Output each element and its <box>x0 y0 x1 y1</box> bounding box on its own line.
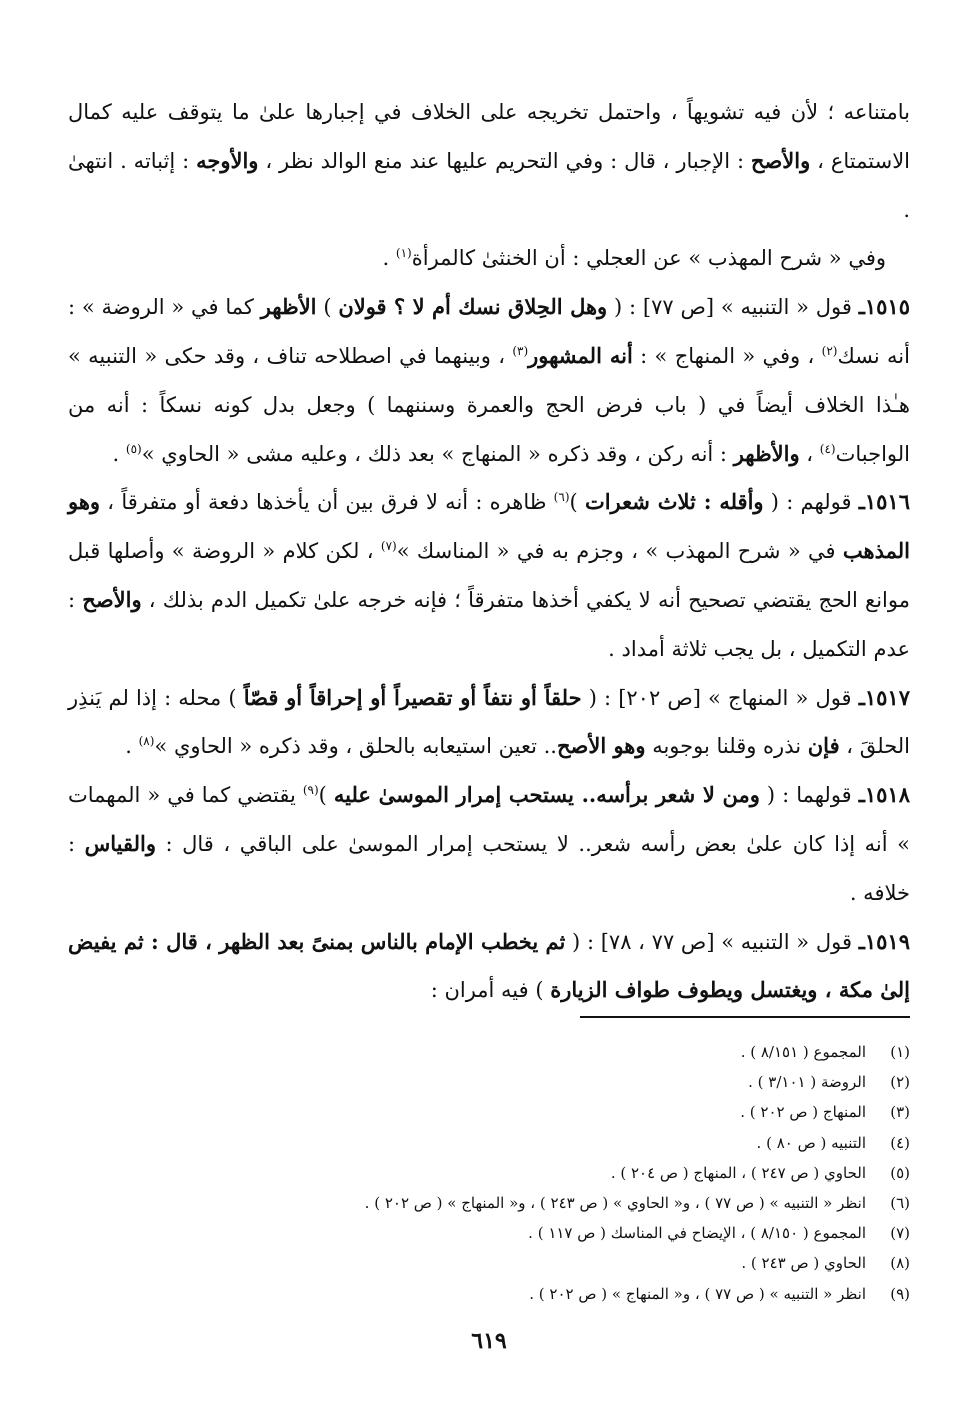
text-run: : إثباته . انتهىٰ . <box>68 148 910 222</box>
text-run: ) محله : إذا لم يَنذِر الحلقَ ، <box>68 685 910 759</box>
footnote-item <box>68 1279 910 1309</box>
footnote-item <box>68 1248 910 1278</box>
footnote-number: (٨) <box>890 1254 910 1273</box>
footnotes <box>68 1037 910 1309</box>
bold-quote: فإن <box>807 733 840 759</box>
paragraph-number: ١٥١٧ـ <box>858 684 910 710</box>
numbered-paragraph <box>68 478 910 673</box>
bold-quote: حلقاً أو نتفاً أو تقصيراً أو إحراقاً أو قصّاً <box>243 684 582 710</box>
footnote-ref: (٤) <box>819 441 836 456</box>
bold-quote: والأصح <box>82 586 142 612</box>
text-run: . <box>125 734 139 759</box>
paragraph <box>68 88 910 234</box>
text-run: ، وفي « المنهاج » : <box>632 343 822 368</box>
footnote-text: المنهاج ( ص ٢٠٢ ) . <box>740 1103 866 1122</box>
text-run: : الإجبار ، قال : وفي التحريم عليها عند منع الوالد نظر ، <box>258 148 751 173</box>
footnote-item <box>68 1158 910 1188</box>
text-run: نذره وقلنا بوجوبه <box>645 734 808 759</box>
text-run: .. تعين استيعابه بالحلق ، وقد ذكره « الحاوي » <box>154 734 557 759</box>
footnote-number: (٥) <box>890 1163 910 1182</box>
text-run: قولهم : ( <box>763 490 859 515</box>
footnote-ref: (٣) <box>512 343 529 358</box>
text-run: : خلافه . <box>68 831 910 905</box>
bold-quote: وهو الأصح <box>556 733 646 759</box>
footnote-number: (٧) <box>890 1224 910 1243</box>
bold-quote: والأصح <box>750 147 811 173</box>
footnote-ref: (٢) <box>821 343 838 358</box>
text-run: . <box>382 246 396 271</box>
text-run: ، لكن كلام « الروضة » وأصلها قبل موانع الحج يقتضي تصحيح أنه لا يكفي أخذها متفرقاً ؛ فإنه خرجه علىٰ تكميل الدم بذلك ، <box>68 539 910 612</box>
text-run: ) <box>569 490 585 515</box>
text-run: قول « التنبيه » [ص ٧٧ ، ٧٨] : ( <box>565 929 859 954</box>
text-run: ، وبينهما في اصطلاحه تناف ، وقد حكى « التنبيه » هـٰذا الخلاف أيضاً في ( باب فرض الحج والعمرة وسننهما ) وجعل بدل كونه نسكاً : أنه من الواجبات <box>68 343 910 466</box>
text-run: ) <box>318 783 334 808</box>
footnote-text: الحاوي ( ص ٢٤٣ ) . <box>741 1254 866 1273</box>
text-run: وفي « شرح المهذب » عن العجلي : أن الخنثىٰ كالمرأة <box>411 246 886 271</box>
paragraph <box>68 234 910 283</box>
bold-quote: وهو المذهب <box>68 489 910 564</box>
footnote-text: الروضة ( ٣/١٠١ ) . <box>748 1073 866 1092</box>
numbered-paragraph <box>68 283 910 478</box>
footnote-item <box>68 1037 910 1067</box>
text-run: . <box>112 441 126 466</box>
footnote-item <box>68 1128 910 1158</box>
footnote-ref: (٦) <box>553 490 570 505</box>
paragraph-number: ١٥١٩ـ <box>858 928 910 954</box>
footnote-item <box>68 1067 910 1097</box>
numbered-paragraph <box>68 918 910 1016</box>
bold-quote: وهل الحِلاق نسك أم لا ؟ قولان <box>338 294 608 320</box>
footnote-ref: (٩) <box>302 783 319 798</box>
main-text <box>68 88 910 1015</box>
text-run: كما في « الروضة » : أنه نسك <box>68 295 910 368</box>
footnote-number: (٩) <box>890 1284 910 1303</box>
footnote-ref: (٨) <box>138 734 155 749</box>
footnote-item <box>68 1218 910 1248</box>
text-run: قول « المنهاج » [ص ٢٠٢] : ( <box>581 685 859 710</box>
bold-quote: ومن لا شعر برأسه.. يستحب إمرار الموسىٰ عليه <box>333 782 760 808</box>
text-run: في « شرح المهذب » ، وجزم به في « المناسك » <box>396 539 843 564</box>
footnote-item <box>68 1097 910 1127</box>
bold-quote: والقياس <box>84 830 156 856</box>
footnote-item <box>68 1188 910 1218</box>
footnote-text: المجموع ( ٨/١٥١ ) . <box>740 1043 866 1061</box>
text-run: : أنه ركن ، وقد ذكره « المنهاج » بعد ذلك ، وعليه مشى « الحاوي » <box>141 441 734 466</box>
paragraph-number: ١٥١٦ـ <box>858 489 910 515</box>
footnote-number: (١) <box>890 1043 910 1061</box>
footnote-text: المجموع ( ٨/١٥٠ ) ، الإيضاح في المناسك ( ص ١١٧ ) . <box>528 1224 866 1243</box>
footnote-text: انظر « التنبيه » ( ص ٧٧ ) ، و« المنهاج » ( ص ٢٠٢ ) . <box>529 1284 866 1303</box>
paragraph-number: ١٥١٥ـ <box>858 294 910 320</box>
text-run: قول « التنبيه » [ص ٧٧] : ( <box>607 295 859 320</box>
numbered-paragraph <box>68 771 910 917</box>
bold-quote: وأقله : ثلاث شعرات <box>584 489 764 515</box>
bold-quote: الأظهر <box>260 294 317 320</box>
text-run: : عدم التكميل ، بل يجب ثلاثة أمداد . <box>68 587 910 661</box>
text-run: قولهما : ( <box>759 783 859 808</box>
bold-quote: والأظهر <box>733 440 800 466</box>
footnote-ref: (٧) <box>380 539 397 554</box>
footnote-text: التنبيه ( ص ٨٠ ) . <box>756 1133 866 1152</box>
page-number: ٦١٩ <box>471 1328 507 1354</box>
paragraph-number: ١٥١٨ـ <box>858 782 910 808</box>
footnote-number: (٦) <box>890 1194 910 1213</box>
footnote-ref: (١) <box>395 246 412 261</box>
footnote-number: (٢) <box>890 1073 910 1092</box>
bold-quote: ثم يخطب الإمام بالناس بمنىً بعد الظهر ، قال : ثم يفيض إلىٰ مكة ، ويغتسل ويطوف طواف الزيارة <box>68 928 910 1003</box>
footnote-ref: (٥) <box>125 441 142 456</box>
numbered-paragraph <box>68 674 910 772</box>
footnote-number: (٣) <box>890 1103 910 1122</box>
text-run: ظاهره : أنه لا فرق بين أن يأخذها دفعة أو متفرقاً ، <box>100 490 554 515</box>
text-run: ، <box>799 441 820 466</box>
bold-quote: أنه المشهور <box>528 342 633 368</box>
bold-quote: والأوجه <box>196 147 259 173</box>
text-run: ) فيه أمران : <box>430 978 551 1003</box>
footnote-text: الحاوي ( ص ٢٤٧ ) ، المنهاج ( ص ٢٠٤ ) . <box>610 1163 866 1182</box>
footnote-number: (٤) <box>890 1133 910 1152</box>
footnote-text: انظر « التنبيه » ( ص ٧٧ ) ، و« الحاوي » ( ص ٢٤٣ ) ، و« المنهاج » ( ص ٢٠٢ ) . <box>364 1194 866 1213</box>
text-run: ) <box>316 295 339 320</box>
text-run: يقتضي كما في « المهمات » أنه إذا كان علىٰ بعض رأسه شعر.. لا يستحب إمرار الموسىٰ على الباقي ، قال : <box>68 783 910 856</box>
footnote-separator <box>580 1016 910 1018</box>
text-run: بامتناعه ؛ لأن فيه تشويهاً ، واحتمل تخريجه على الخلاف في إجبارها علىٰ ما يتوقف عليه كمال الاستمتاع ، <box>68 100 911 173</box>
